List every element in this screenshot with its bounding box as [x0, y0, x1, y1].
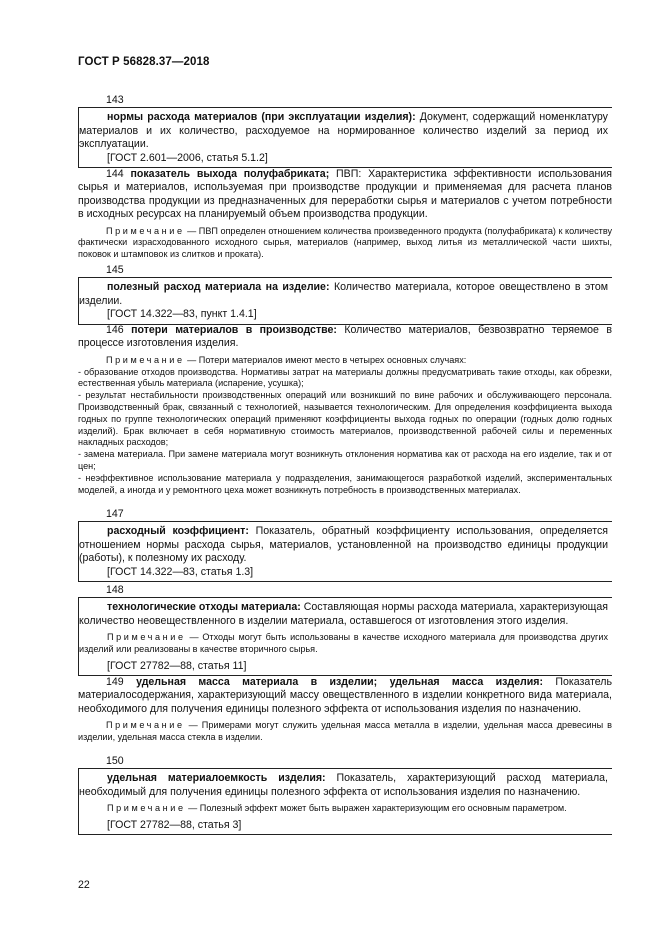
note-text: — Потери материалов имеют место в четырех основных случаях:: [184, 354, 467, 365]
note-label: Примечание: [107, 803, 186, 814]
entry-box: [78, 521, 612, 582]
entry-box: [78, 768, 612, 835]
definition: Составляющая нормы расхода материала, характеризующая количество неовеществленного в изделии материала, оставшегося от изготовления этого изделия.: [79, 601, 608, 627]
reference: [ГОСТ 2.601—2006, статья 5.1.2]: [107, 151, 268, 164]
definition: Показатель материалосодержания, характеризующий массу овеществленного в изделии конкретного вида материала, необходимого для получения единицы полезного эффекта от использования изделия по назначению.: [78, 676, 612, 715]
entry-150: [78, 755, 612, 835]
page-number: 22: [78, 879, 90, 891]
entry-number: 148: [106, 584, 124, 596]
entry-146: [78, 324, 612, 496]
document-header: ГОСТ Р 56828.37—2018: [78, 56, 210, 68]
entry-box: [78, 597, 612, 676]
entry-box: [78, 277, 612, 324]
entry-number: 147: [106, 508, 124, 520]
definition: Количество материала, которое овеществлено в этом изделии.: [79, 281, 608, 307]
definition: Документ, содержащий номенклатуру материалов и их количество, расходуемое на нормированное количество изделий за период их эксплуатации.: [79, 111, 608, 151]
note-text: — Примерами могут служить удельная масса металла в изделии, удельная масса древесины в изделии, удельная масса стекла в изделии.: [78, 720, 612, 743]
note-item: - неэффективное использование материала у подразделения, занимающегося разработкой изделий, экспериментальных моделей, а иногда и у ремонтного цеха может возникнуть потребность в производственных материалах.: [78, 472, 612, 495]
entry-144: [78, 168, 612, 261]
note-label: Примечание: [107, 632, 186, 643]
note-item: - замена материала. При замене материала могут возникнуть отклонения норматива как от расхода на его изделие, так и от цен;: [78, 449, 612, 471]
reference: [ГОСТ 14.322—83, пункт 1.4.1]: [107, 308, 257, 321]
term: полезный расход материала на изделие:: [107, 281, 330, 294]
entry-box: [78, 107, 612, 168]
entry-147: [78, 508, 612, 582]
note-text: — ПВП определен отношением количества произведенного продукта (полуфабриката) к количеству фактически израсходованного исходного сырья, материалов (например, выход литья из металлической части шихты, поковок и штамповок из слитков и проката).: [78, 225, 612, 260]
reference: [ГОСТ 27782—88, статья 3]: [107, 819, 242, 832]
entry-143: [78, 94, 612, 168]
term: технологические отходы материала:: [107, 601, 301, 614]
note-label: Примечание: [106, 720, 185, 731]
note-label: Примечание: [106, 354, 185, 365]
term: нормы расхода материалов (при эксплуатации изделия):: [107, 111, 416, 124]
term: расходный коэффициент:: [107, 525, 249, 538]
definition: ПВП: Характеристика эффективности использования сырья и материалов, используемая при производстве продукции и применяемая для расчета планов производства продукции из предназначенных для переработки сырья и материалов с учетом потребности в исходных ресурсах на планируемый объем производства продукции.: [78, 168, 612, 221]
note-item: - результат нестабильности производственных операций или возникший по вине рабочих и обслуживающего персонала. Производственный брак, связанный с технологией, называется технологическим. Для определения коэффициента выхода годных по группе технологических операций применяют коэффициенты выхода годных по операции (годных долю годных изделий). Брак включает в себя нормативную стоимость материалов, производственной рабочей силы и переменных накладных расходов;: [78, 390, 612, 448]
entry-149: [78, 676, 612, 744]
reference: [ГОСТ 27782—88, статья 11]: [107, 659, 247, 672]
entry-number: 149: [106, 676, 124, 688]
note-text: — Полезный эффект может быть выражен характеризующим его основным параметром.: [185, 803, 567, 814]
entry-145: [78, 264, 612, 325]
note-text: — Отходы могут быть использованы в качестве исходного материала для производства других изделий или реализованы в качестве вторичного сырья.: [79, 632, 608, 655]
entry-number: 143: [106, 94, 124, 106]
note-label: Примечание: [106, 225, 185, 236]
definition: Показатель, обратный коэффициенту использования, определяется отношением нормы расхода сырья, материалов, установленной на производство единицы продукции (работы), к полезному их расходу.: [79, 525, 608, 565]
definition: Показатель, характеризующий расход материала, необходимый для получения единицы полезного эффекта от использования изделия по назначению.: [79, 772, 608, 798]
entry-number: 145: [106, 264, 124, 276]
entry-number: 144: [106, 168, 124, 180]
entry-number: 146: [106, 324, 124, 336]
definition: Количество материалов, безвозвратно теряемое в процессе изготовления изделия.: [78, 324, 612, 350]
term: удельная материалоемкость изделия:: [107, 772, 326, 785]
term: потери материалов в производстве:: [131, 324, 337, 336]
entry-148: [78, 584, 612, 676]
entry-number: 150: [106, 755, 124, 767]
reference: [ГОСТ 14.322—83, статья 1.3]: [107, 565, 254, 578]
term: показатель выхода полуфабриката;: [130, 168, 330, 180]
term: удельная масса материала в изделии; удельная масса изделия:: [136, 676, 543, 688]
note-item: - образование отходов производства. Нормативы затрат на материалы должны предусматривать такие отходы, как обрезки, естественная убыль материала (испарение, усушка);: [78, 366, 612, 389]
